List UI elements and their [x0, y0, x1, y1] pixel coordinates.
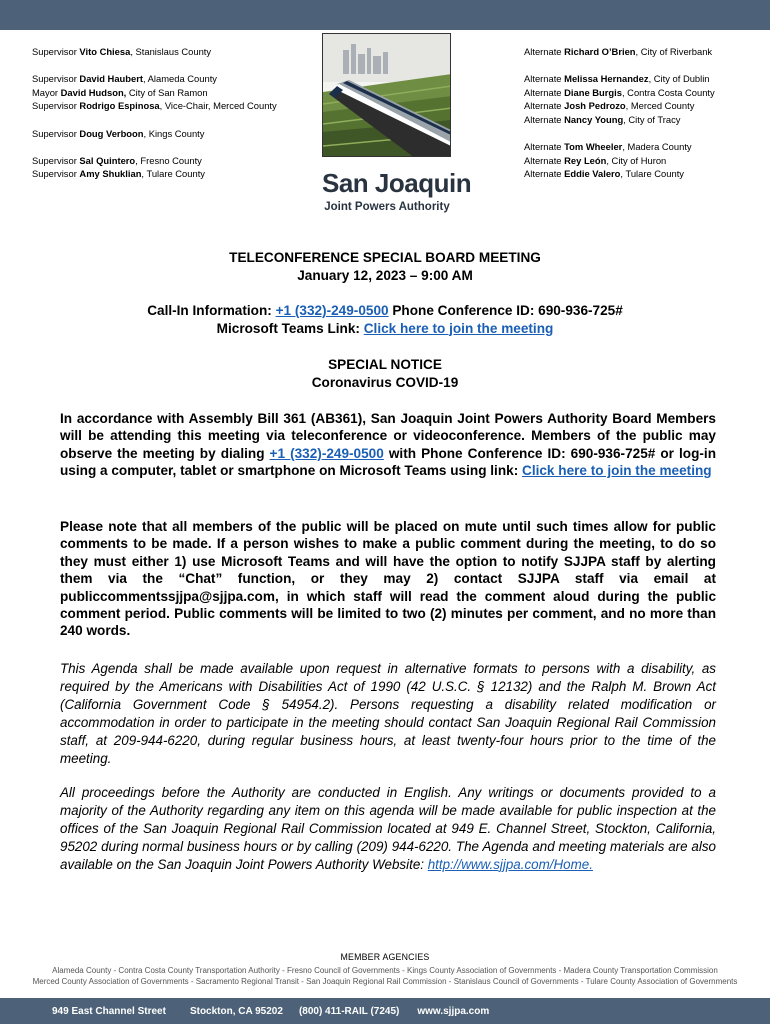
join-meeting-link[interactable]: Click here to join the meeting [363, 320, 554, 336]
website-link[interactable]: http://www.sjjpa.com/Home. [427, 856, 593, 872]
member-agencies-line: Alameda County - Contra Costa County Transportation Authority - Fresno Council of Governments - Kings County Association of Governments - Madera County Transportation Commission [52, 966, 718, 975]
member-line: Alternate Melissa Hernandez, City of Dublin [524, 73, 710, 85]
footer-city: Stockton, CA 95202 [189, 1005, 283, 1017]
meeting-title: TELECONFERENCE SPECIAL BOARD MEETING [229, 250, 541, 265]
member-group [32, 154, 322, 181]
call-in-line: Call-In Information: +1 (332)-249-0500 Phone Conference ID: 690-936-725# [147, 303, 623, 318]
member-group [524, 45, 764, 59]
call-in-info [0, 302, 770, 337]
member-line: Supervisor Vito Chiesa, Stanislaus County [32, 46, 212, 57]
teams-line: Microsoft Teams Link: Click here to join the meeting [216, 320, 554, 336]
notice-title: SPECIAL NOTICE [328, 357, 442, 372]
member-group [32, 45, 322, 59]
logo-title: San Joaquin [322, 168, 472, 198]
join-meeting-link[interactable]: Click here to join the meeting [522, 463, 712, 479]
member-line: Alternate Diane Burgis, Contra Costa County [524, 86, 715, 98]
footer-website[interactable]: www.sjjpa.com [417, 1005, 490, 1017]
member-group [524, 72, 764, 126]
member-group [32, 72, 322, 113]
train-logo-graphic [322, 33, 451, 157]
member-line: Alternate Nancy Young, City of Tracy [524, 113, 681, 125]
member-line: Alternate Eddie Valero, Tulare County [524, 168, 684, 180]
footer-phone: (800) 411-RAIL (7245) [298, 1005, 400, 1017]
member-line: Supervisor David Haubert, Alameda County [32, 73, 217, 85]
member-line: Alternate Richard O’Brien, City of Riverbank [524, 46, 713, 57]
phone-link[interactable]: +1 (332)-249-0500 [269, 445, 384, 461]
ab361-paragraph: In accordance with Assembly Bill 361 (AB361), San Joaquin Joint Powers Authority Board Members will be attending this meeting via teleconference or videoconference. Members of the public may observe the meeting by dialing +1 (332)-249-0500 with Phone Conference ID: 690-936-725# or log-in using a computer, tablet or smartphone on Microsoft Teams using link: Click here to join the meeting [60, 411, 716, 479]
member-agencies-line: Merced County Association of Governments - Sacramento Regional Transit - San Joaquin Regional Rail Commission - Stanislaus Council of Governments - Tulare County Association of Governments [32, 977, 738, 986]
member-line: Mayor David Hudson, City of San Ramon [32, 86, 208, 98]
top-banner [0, 0, 770, 30]
footer-address: 949 East Channel Street [52, 1005, 166, 1017]
member-group [524, 140, 764, 181]
member-line: Supervisor Rodrigo Espinosa, Vice-Chair, Merced County [32, 100, 277, 112]
meeting-heading [0, 249, 770, 284]
member-line: Alternate Josh Pedrozo, Merced County [524, 100, 695, 112]
member-line: Supervisor Doug Verboon, Kings County [32, 127, 205, 139]
footer-bar [0, 998, 770, 1024]
meeting-date: January 12, 2023 – 9:00 AM [297, 267, 473, 283]
special-notice [0, 356, 770, 391]
sjjpa-logo [322, 33, 472, 213]
phone-link[interactable]: +1 (332)-249-0500 [275, 303, 389, 318]
member-line: Supervisor Amy Shuklian, Tulare County [32, 168, 205, 180]
member-line: Alternate Tom Wheeler, Madera County [524, 141, 692, 153]
logo-subtitle: Joint Powers Authority [324, 201, 450, 213]
proceedings-paragraph: All proceedings before the Authority are conducted in English. Any writings or documents provided to a majority of the Authority regarding any item on this agenda will be made available for public inspection at the offices of the San Joaquin Regional Rail Commission located at 949 E. Channel Street, Stockton, California, 95202 during normal business hours or by calling (209) 944-6220. The Agenda and meeting materials are also available on the San Joaquin Joint Powers Authority Website: http://www.sjjpa.com/Home. [60, 785, 716, 872]
member-group [32, 127, 322, 141]
public-comment-paragraph: Please note that all members of the public will be placed on mute until such times allow for public comments to be made. If a person wishes to make a public comment during the meeting, to do so they must either 1) use Microsoft Teams and will have the option to notify SJJPA staff by alerting them via the “Chat” function, or they may 2) contact SJJPA staff via email at publiccommentssjjpa@sjjpa.com, in which staff will read the comment aloud during the public comment period. Public comments will be limited to two (2) minutes per comment, and no more than 240 words. [60, 519, 716, 639]
accessibility-paragraph: This Agenda shall be made available upon request in alternative formats to persons with a disability, as required by the Americans with Disabilities Act of 1990 (42 U.S.C. § 12132) and the Ralph M. Brown Act (California Government Code § 54954.2). Persons requesting a disability related modification or accommodation in order to participate in the meeting should contact San Joaquin Regional Rail Commission staff, at 209-944-6220, during regular business hours, at least twenty-four hours prior to the time of the meeting. [60, 661, 716, 766]
notice-subtitle: Coronavirus COVID-19 [311, 374, 459, 390]
member-line: Alternate Rey León, City of Huron [524, 154, 667, 166]
member-agencies-title: MEMBER AGENCIES [340, 952, 430, 962]
alternates-list [524, 45, 764, 195]
member-line: Supervisor Sal Quintero, Fresno County [32, 154, 202, 166]
board-members-list [32, 45, 322, 195]
